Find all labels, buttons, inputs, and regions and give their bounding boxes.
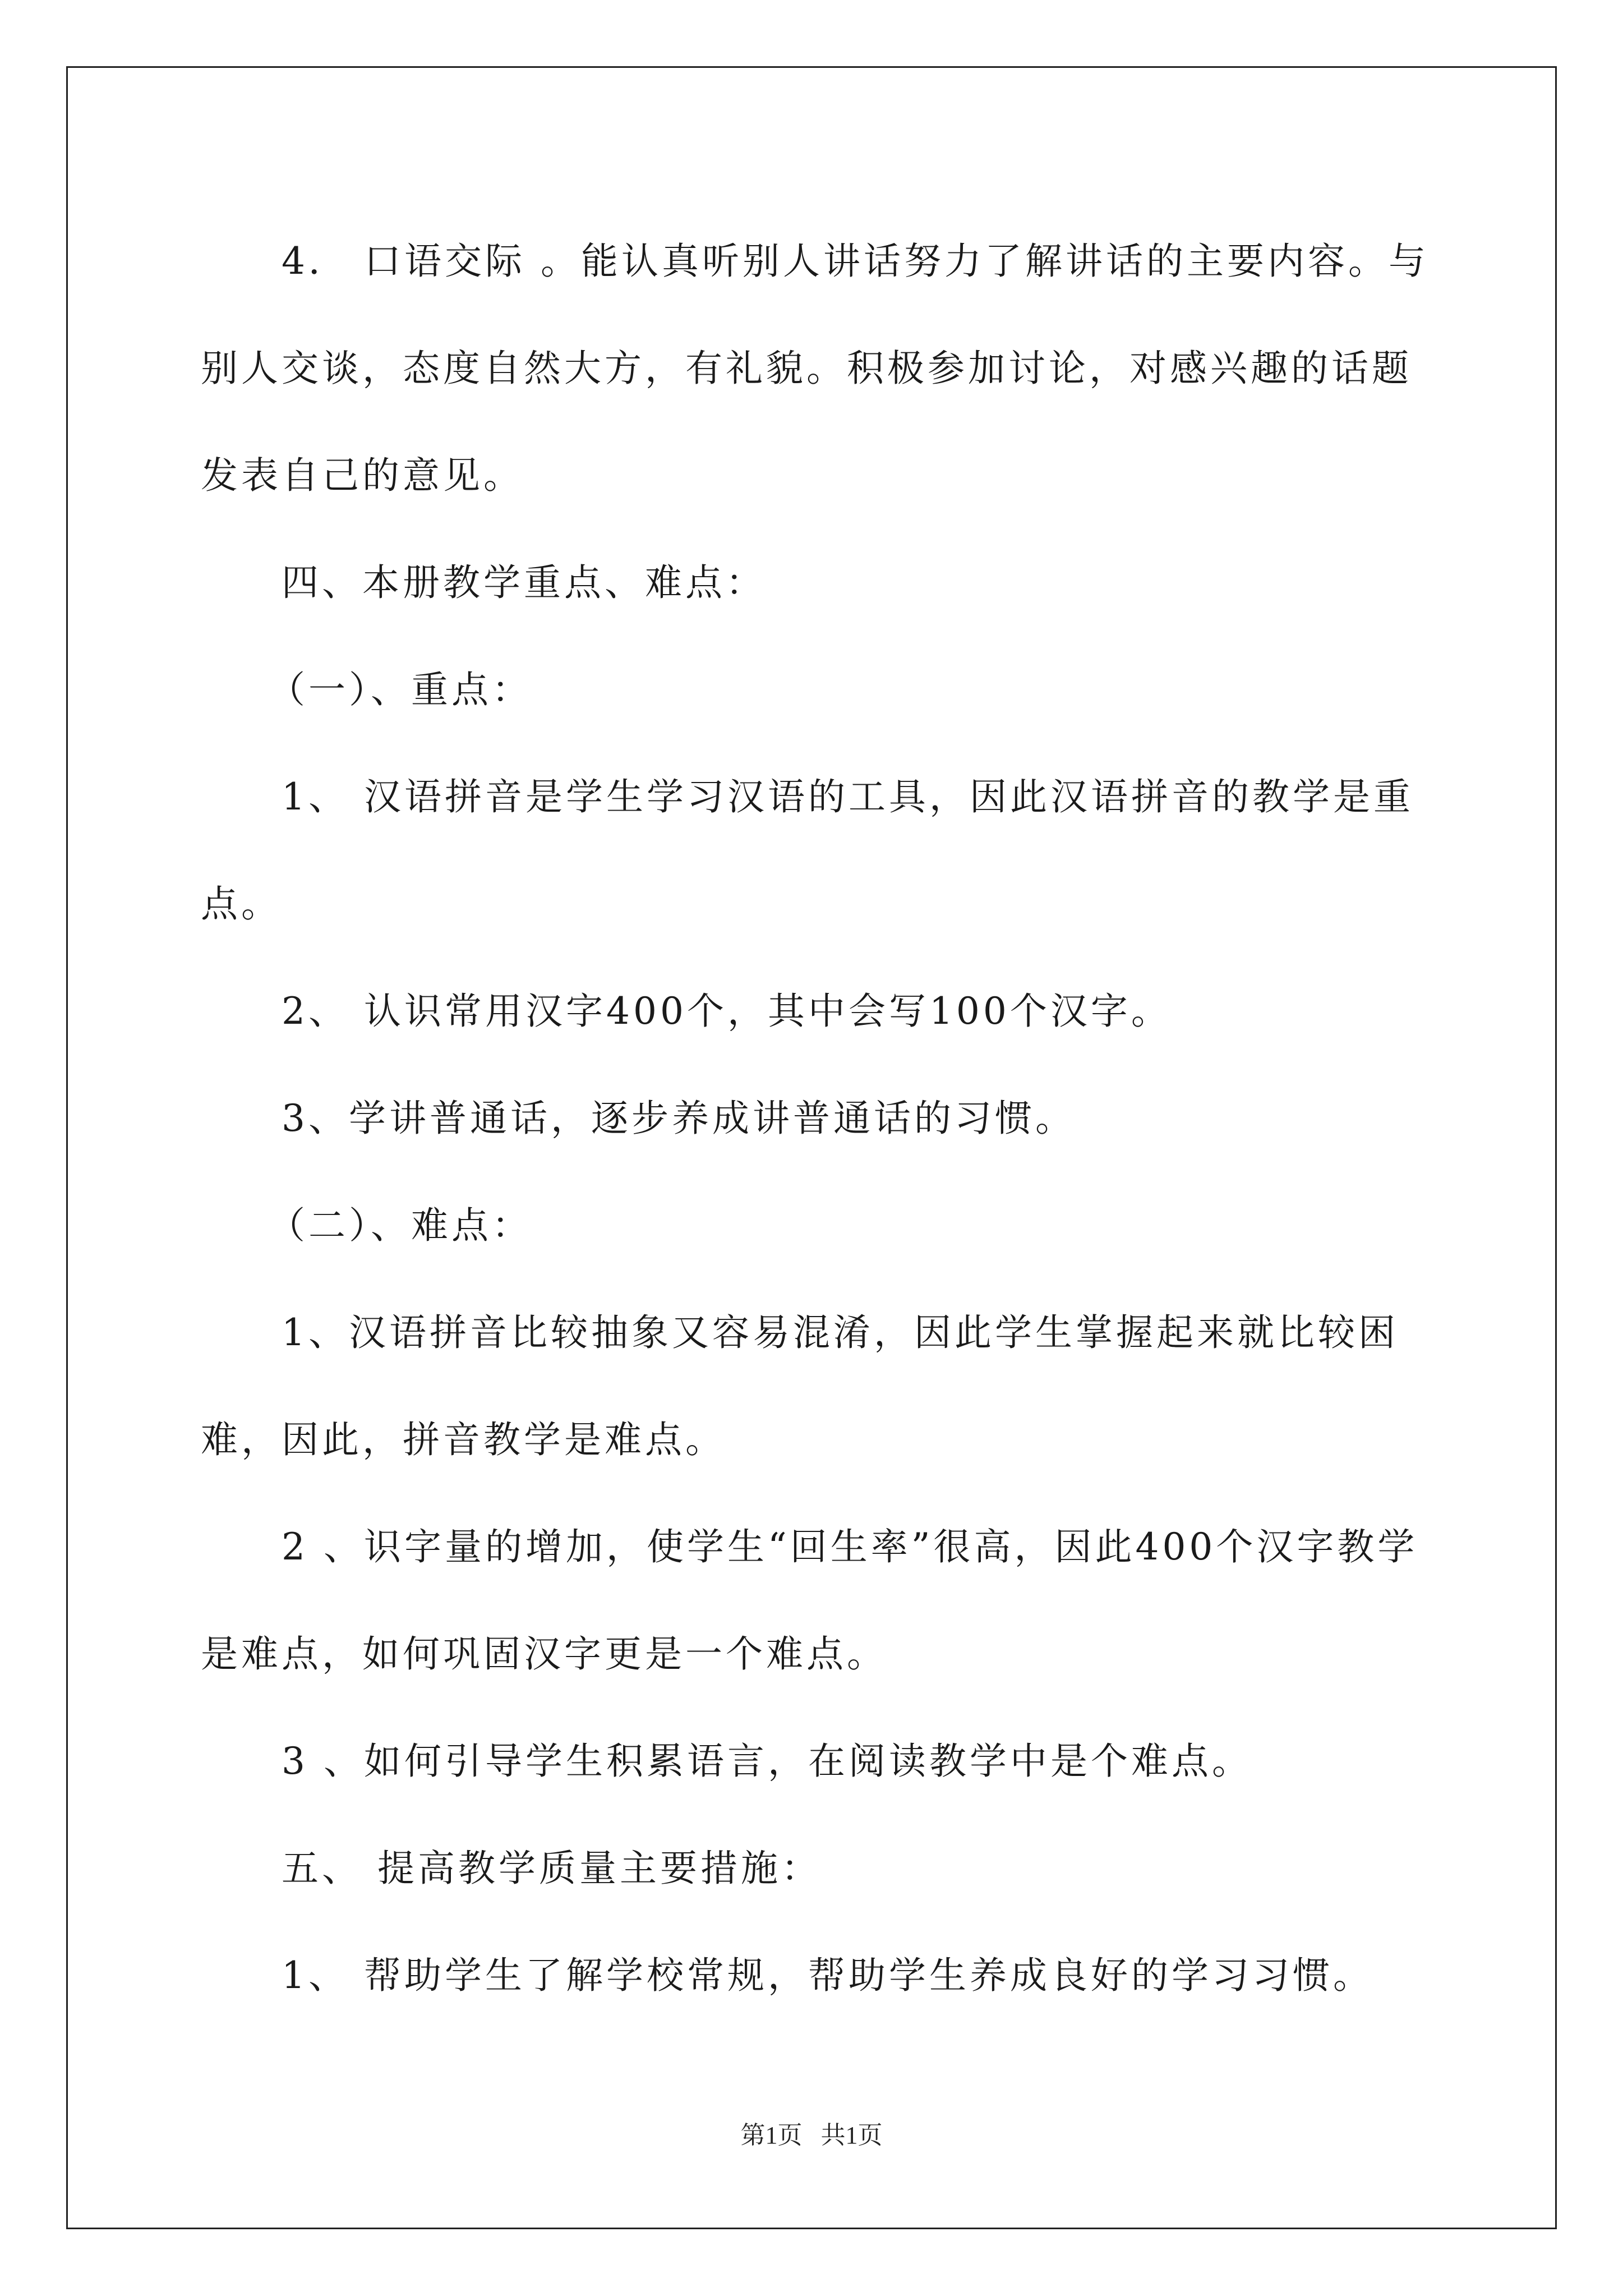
subheading-difficulty: （二）、难点： bbox=[268, 1204, 532, 1247]
heading-key-points: 四、本册教学重点、难点： bbox=[282, 561, 766, 604]
page-footer: 第1页 共1页 bbox=[740, 2122, 883, 2149]
paragraph-focus-2: 2、 认识常用汉字400个，其中会写100个汉字。 bbox=[282, 990, 1172, 1033]
paragraph-focus-1: 1、 汉语拼音是学生学习汉语的工具，因此汉语拼音的教学是重点。 bbox=[201, 775, 1414, 926]
paragraph-difficulty-2: 2 、识字量的增加，使学生“回生率”很高，因此400个汉字教学是难点，如何巩固汉字更是一个难点。 bbox=[201, 1525, 1418, 1676]
paragraph-measure-1: 1、 帮助学生了解学校常规，帮助学生养成良好的学习习惯。 bbox=[282, 1954, 1373, 1997]
heading-measures: 五、 提高教学质量主要措施： bbox=[282, 1847, 822, 1890]
document-body bbox=[201, 208, 1429, 2029]
paragraph-oral-communication: 4． 口语交际 。能认真听别人讲话努力了解讲话的主要内容。与别人交谈，态度自然大方，有礼貌。积极参加讨论，对感兴趣的话题发表自己的意见。 bbox=[201, 240, 1429, 497]
subheading-focus: （一）、重点： bbox=[268, 668, 532, 711]
paragraph-difficulty-1: 1、汉语拼音比较抽象又容易混淆，因此学生掌握起来就比较困难，因此，拼音教学是难点。 bbox=[201, 1311, 1399, 1461]
paragraph-difficulty-3: 3 、如何引导学生积累语言，在阅读教学中是个难点。 bbox=[282, 1740, 1252, 1783]
paragraph-focus-3: 3、学讲普通话，逐步养成讲普通话的习惯。 bbox=[282, 1097, 1076, 1140]
